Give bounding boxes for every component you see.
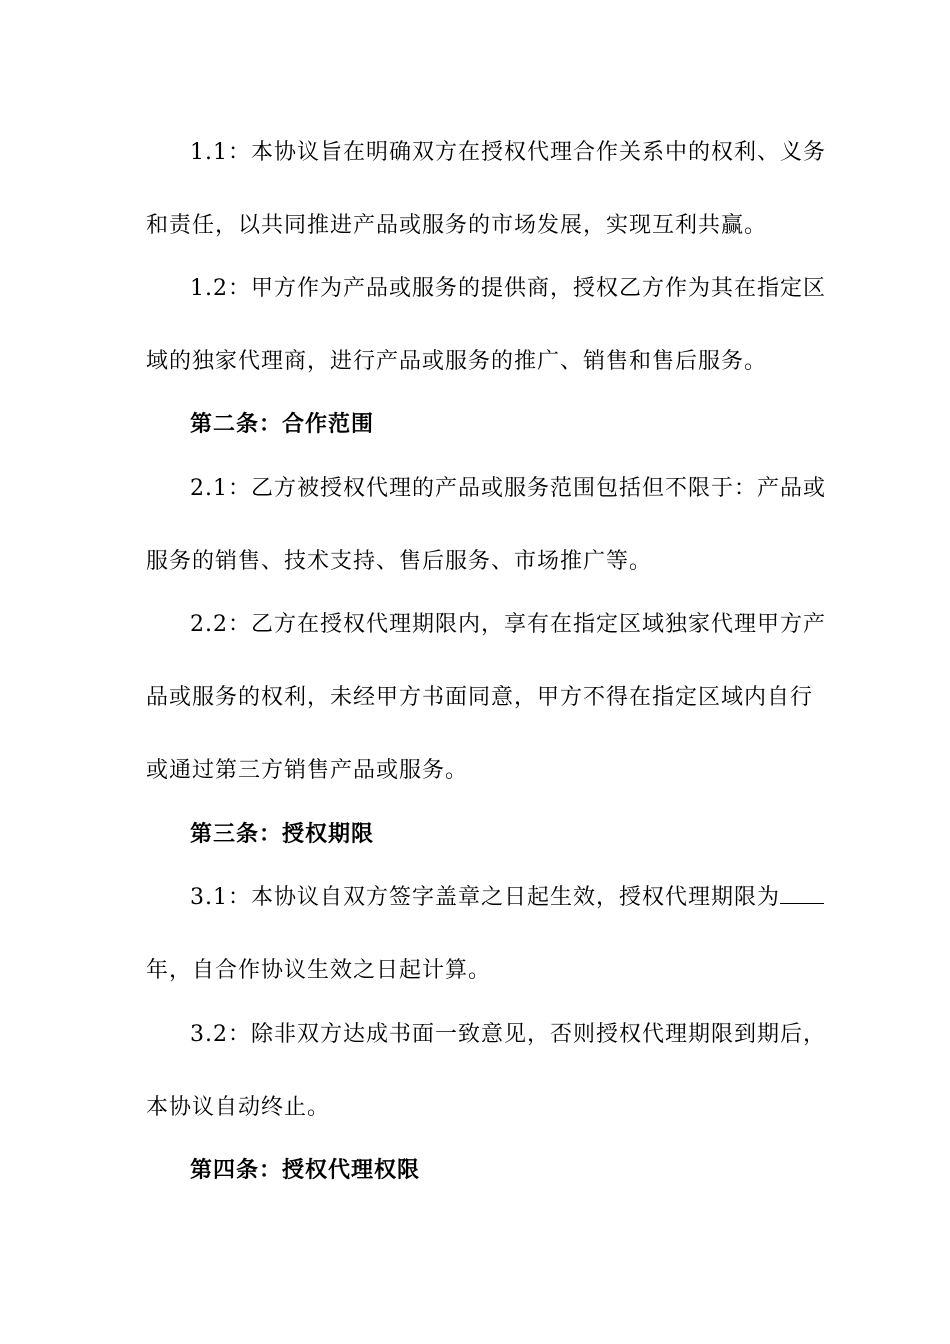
section-heading-3: 第三条：授权期限 <box>190 822 375 847</box>
section-heading-4: 第四条：授权代理权限 <box>190 1158 421 1183</box>
clause-1-1-line-2: 和责任，以共同推进产品或服务的市场发展，实现互利共赢。 <box>146 213 768 238</box>
fill-in-blank <box>780 883 824 904</box>
clause-1-2-line-1: 1.2：甲方作为产品或服务的提供商，授权乙方作为其在指定区 <box>190 276 826 301</box>
clause-3-1-line-1 <box>190 883 816 913</box>
clause-2-1-line-1: 2.1：乙方被授权代理的产品或服务范围包括但不限于：产品或 <box>190 476 826 501</box>
clause-2-2-line-1: 2.2：乙方在授权代理期限内，享有在指定区域独家代理甲方产 <box>190 612 826 637</box>
clause-3-2-line-1: 3.2：除非双方达成书面一致意见，否则授权代理期限到期后， <box>190 1022 826 1047</box>
clause-1-1-line-1: 1.1：本协议旨在明确双方在授权代理合作关系中的权利、义务 <box>190 140 826 165</box>
clause-2-1-line-2: 服务的销售、技术支持、售后服务、市场推广等。 <box>146 549 653 574</box>
clause-1-2-line-2: 域的独家代理商，进行产品或服务的推广、销售和售后服务。 <box>146 349 768 374</box>
clause-2-2-line-3: 或通过第三方销售产品或服务。 <box>146 758 469 783</box>
clause-2-2-line-2: 品或服务的权利，未经甲方书面同意，甲方不得在指定区域内自行 <box>146 685 814 710</box>
clause-3-2-line-2: 本协议自动终止。 <box>146 1095 331 1120</box>
section-heading-2: 第二条：合作范围 <box>190 412 375 437</box>
clause-3-1-text: 3.1：本协议自双方签字盖章之日起生效，授权代理期限为 <box>190 885 780 910</box>
clause-3-1-line-2: 年，自合作协议生效之日起计算。 <box>146 958 492 983</box>
